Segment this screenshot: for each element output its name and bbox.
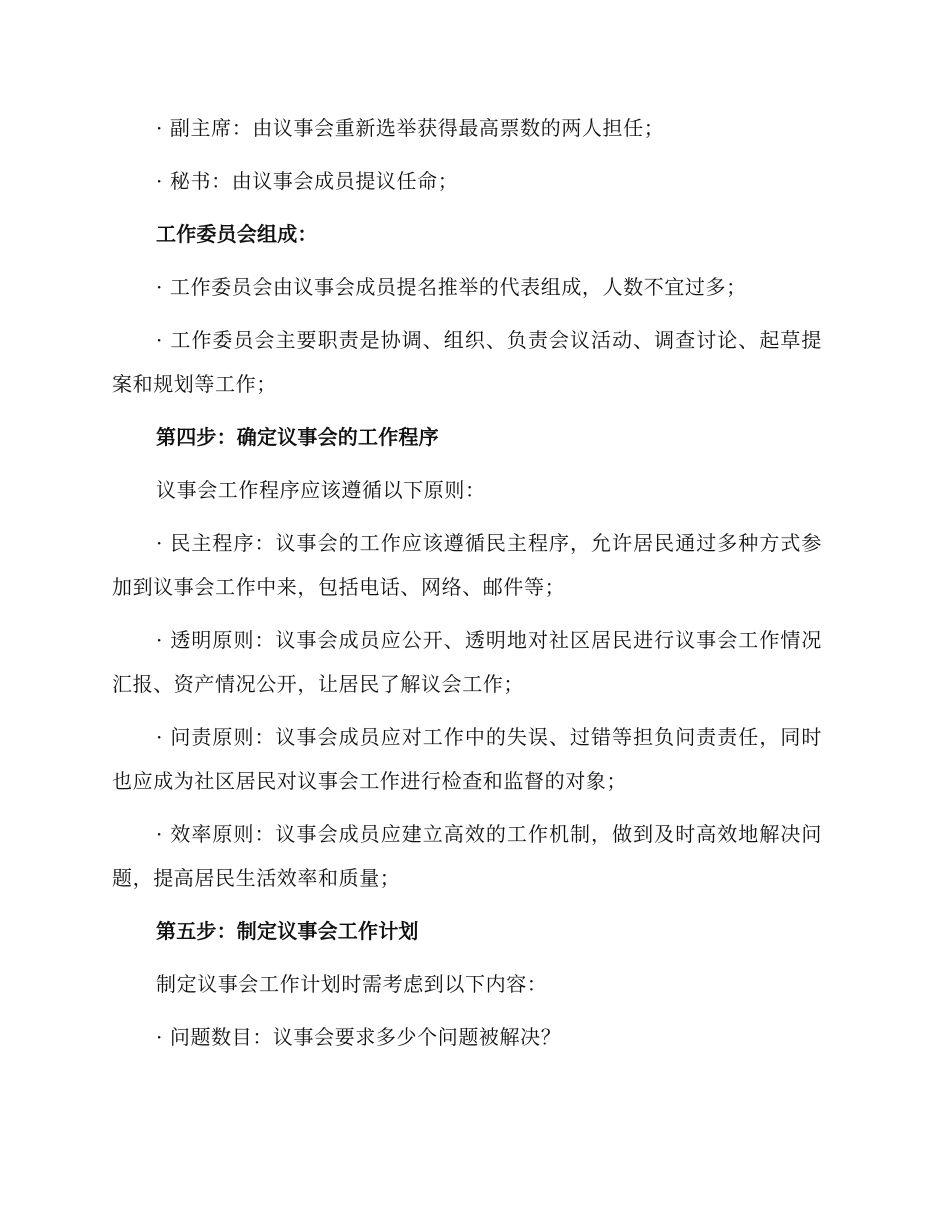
bullet-vice-chair: · 副主席：由议事会重新选举获得最高票数的两人担任；	[156, 116, 665, 140]
bullet-democratic-procedure: · 民主程序：议事会的工作应该遵循民主程序，允许居民通过多种方式参加到议事会工作中来，包括电话、网络、邮件等；	[112, 531, 822, 599]
bullet-secretary: · 秘书：由议事会成员提议任命；	[156, 169, 459, 193]
bullet-problem-count: · 问题数目：议事会要求多少个问题被解决？	[156, 1025, 562, 1049]
document-body	[112, 106, 822, 1068]
heading-step-five: 第五步：制定议事会工作计划	[156, 919, 419, 943]
bullet-committee-duties: · 工作委员会主要职责是协调、组织、负责会议活动、调查讨论、起草提案和规划等工作；	[112, 328, 822, 396]
heading-committee-composition: 工作委员会组成：	[156, 222, 318, 246]
bullet-efficiency-principle: · 效率原则：议事会成员应建立高效的工作机制，做到及时高效地解决问题，提高居民生活效率和质量；	[112, 822, 822, 890]
plan-intro: 制定议事会工作计划时需考虑到以下内容：	[156, 972, 548, 996]
procedure-intro: 议事会工作程序应该遵循以下原则：	[156, 478, 486, 502]
bullet-committee-members: · 工作委员会由议事会成员提名推举的代表组成，人数不宜过多；	[156, 275, 747, 299]
bullet-accountability-principle: · 问责原则：议事会成员应对工作中的失误、过错等担负问责责任，同时也应成为社区居民对议事会工作进行检查和监督的对象；	[112, 725, 822, 793]
bullet-transparency-principle: · 透明原则：议事会成员应公开、透明地对社区居民进行议事会工作情况汇报、资产情况公开，让居民了解议会工作；	[112, 628, 822, 696]
heading-step-four: 第四步：确定议事会的工作程序	[156, 425, 439, 449]
